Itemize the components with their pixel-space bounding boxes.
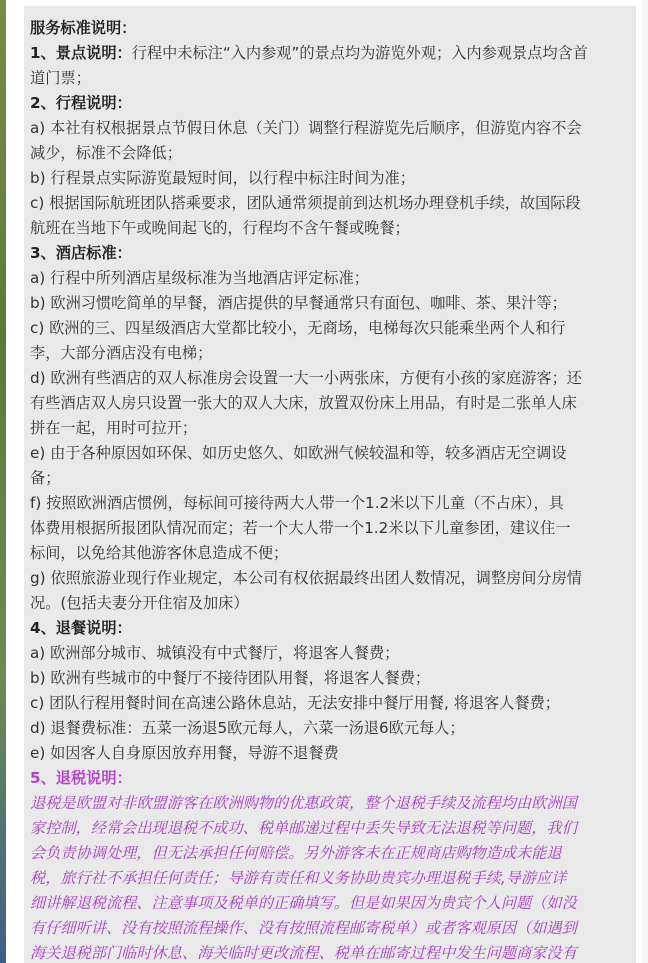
sec5-heading: 5、退税说明： (30, 769, 132, 787)
sec4-heading: 4、退餐说明： (30, 619, 132, 637)
sec3-line-6: 有些酒店双人房只设置一张大的双人大床，放置双份床上用品，有时是二张单人床 (30, 394, 577, 412)
sec5-line-7: 海关退税部门临时休息、海关临时更改流程、税单在邮寄过程中发生问题商家没有 (30, 944, 577, 962)
left-edge-strip (0, 0, 6, 963)
sec5-line-6: 有仔细听讲、没有按照流程操作、没有按照流程邮寄税单）或者客观原因（如遇到 (30, 919, 577, 937)
sec5-line-5: 细讲解退税流程、注意事项及税单的正确填写。但是如果因为贵宾个人问题（如没 (30, 894, 577, 912)
service-standard-panel (24, 6, 636, 963)
sec5-line-1: 退税是欧盟对非欧盟游客在欧洲购物的优惠政策，整个退税手续及流程均由欧洲国 (30, 794, 577, 812)
right-edge-strip (642, 0, 648, 963)
sec3-line-5: d) 欧洲有些酒店的双人标准房会设置一大一小两张床，方便有小孩的家庭游客；还 (30, 369, 582, 387)
sec2-heading: 2、行程说明： (30, 94, 132, 112)
sec5-line-4: 税，旅行社不承担任何责任；导游有责任和义务协助贵宾办理退税手续,导游应详 (30, 869, 567, 887)
doc-title: 服务标准说明： (30, 19, 137, 37)
sec3-line-3: c) 欧洲的三、四星级酒店大堂都比较小，无商场，电梯每次只能乘坐两个人和行 (30, 319, 566, 337)
sec3-line-14: 况。(包括夫妻分开住宿及加床） (30, 594, 249, 612)
sec1-text-1: 行程中未标注“入内参观”的景点均为游览外观；入内参观景点均含首 (131, 44, 588, 62)
sec3-line-8: e) 由于各种原因如环保、如历史悠久、如欧洲气候较温和等，较多酒店无空调设 (30, 444, 567, 462)
sec2-line-2: 减少，标准不会降低； (30, 144, 182, 162)
sec3-line-11: 体费用根据所报团队情况而定；若一个大人带一个1.2米以下儿童参团，建议住一 (30, 519, 571, 537)
sec3-line-9: 备； (30, 469, 61, 487)
sec3-line-10: f) 按照欧洲酒店惯例，每标间可接待两大人带一个1.2米以下儿童（不占床），具 (30, 494, 564, 512)
sec3-line-12: 标间，以免给其他游客休息造成不便； (30, 544, 289, 562)
sec4-line-2: b) 欧洲有些城市的中餐厅不接待团队用餐，将退客人餐费； (30, 669, 431, 687)
sec4-line-1: a) 欧洲部分城市、城镇没有中式餐厅，将退客人餐费； (30, 644, 400, 662)
sec5-line-3: 会负责协调处理，但无法承担任何赔偿。另外游客未在正规商店购物造成未能退 (30, 844, 562, 862)
sec3-heading: 3、酒店标准： (30, 244, 132, 262)
sec2-line-1: a) 本社有权根据景点节假日休息（关门）调整行程游览先后顺序，但游览内容不会 (30, 119, 582, 137)
sec3-line-2: b) 欧洲习惯吃简单的早餐，酒店提供的早餐通常只有面包、咖啡、茶、果汁等； (30, 294, 567, 312)
sec4-line-5: e) 如因客人自身原因放弃用餐，导游不退餐费 (30, 744, 339, 762)
sec1-heading: 1、景点说明： (30, 44, 132, 62)
service-standard-content (30, 16, 632, 963)
sec2-line-4: c) 根据国际航班团队搭乘要求，团队通常须提前到达机场办理登机手续，故国际段 (30, 194, 581, 212)
sec3-line-13: g) 依照旅游业现行作业规定，本公司有权依据最终出团人数情况，调整房间分房情 (30, 569, 582, 587)
sec3-line-4: 李，大部分酒店没有电梯； (30, 344, 213, 362)
sec5-line-2: 家控制，经常会出现退税不成功、税单邮递过程中丢失导致无法退税等问题，我们 (30, 819, 577, 837)
sec3-line-1: a) 行程中所列酒店星级标准为当地酒店评定标准； (30, 269, 369, 287)
sec3-line-7: 拼在一起，用时可拉开； (30, 419, 198, 437)
sec1-line-2: 道门票； (30, 69, 91, 87)
sec4-line-4: d) 退餐费标准：五菜一汤退5欧元每人，六菜一汤退6欧元每人； (30, 719, 465, 737)
sec2-line-3: b) 行程景点实际游览最短时间，以行程中标注时间为准； (30, 169, 415, 187)
sec1-line-1 (30, 41, 632, 66)
sec4-line-3: c) 团队行程用餐时间在高速公路休息站，无法安排中餐厅用餐, 将退客人餐费； (30, 694, 560, 712)
sec2-line-5: 航班在当地下午或晚间起飞的，行程均不含午餐或晚餐； (30, 219, 410, 237)
